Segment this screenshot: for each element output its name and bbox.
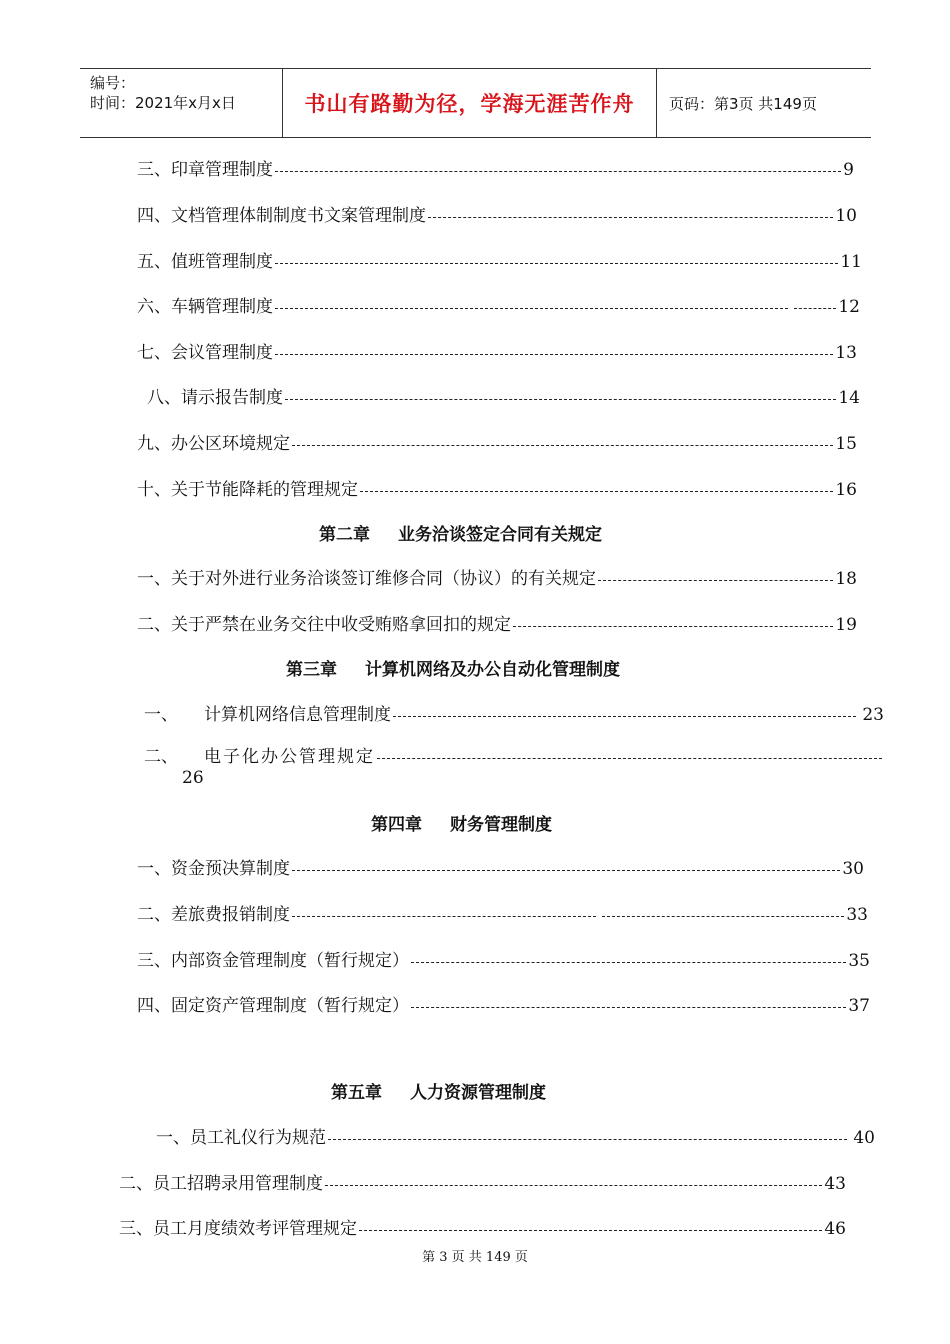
toc-entry-label: 八、请示报告制度 <box>147 388 283 408</box>
toc-entry-page: 12 <box>838 297 860 317</box>
toc-entry-page: 13 <box>835 343 857 363</box>
chapter-heading[interactable] <box>286 657 620 683</box>
toc-entry-page: 30 <box>842 859 864 879</box>
page-header <box>80 68 871 138</box>
toc-entry-index: 一、 <box>144 705 178 725</box>
toc-entry[interactable] <box>137 949 870 973</box>
chapter-number: 第三章 <box>286 660 337 680</box>
header-page-label: 页码：第3页 共149页 <box>669 94 817 113</box>
toc-entry[interactable] <box>137 250 862 274</box>
header-meta <box>80 69 283 137</box>
toc-entry[interactable] <box>156 1126 875 1150</box>
toc-entry-page: 18 <box>835 569 857 589</box>
chapter-title: 业务洽谈签定合同有关规定 <box>398 525 602 545</box>
chapter-number: 第二章 <box>319 525 370 545</box>
toc-entry[interactable] <box>119 1217 846 1241</box>
toc-entry[interactable] <box>137 567 857 591</box>
toc-entry-page: 37 <box>848 996 870 1016</box>
toc-entry-index: 二、 <box>144 747 178 767</box>
toc-entry[interactable] <box>137 994 870 1018</box>
toc-entry-label: 二、员工招聘录用管理制度 <box>119 1174 323 1194</box>
toc-entry[interactable] <box>137 478 857 502</box>
toc-entry-label: 四、固定资产管理制度（暂行规定） <box>137 996 409 1016</box>
toc-entry-page: 46 <box>824 1219 846 1239</box>
chapter-number: 第四章 <box>371 815 422 835</box>
toc-entry-page: 11 <box>840 252 862 272</box>
toc-entry[interactable] <box>144 745 884 769</box>
header-motto: 书山有路勤为径，学海无涯苦作舟 <box>283 69 657 137</box>
chapter-heading[interactable] <box>331 1080 546 1106</box>
toc-entry-label: 电子化办公管理规定 <box>204 747 375 767</box>
toc-entry[interactable] <box>137 341 857 365</box>
toc-entry-label: 二、关于严禁在业务交往中收受贿赂拿回扣的规定 <box>137 615 511 635</box>
toc-entry-label: 二、差旅费报销制度 <box>137 905 290 925</box>
toc-entry[interactable] <box>137 204 857 228</box>
toc-entry-page: 35 <box>848 951 870 971</box>
toc-entry[interactable] <box>119 1172 846 1196</box>
toc-entry-label: 六、车辆管理制度 <box>137 297 273 317</box>
header-date: 时间：2021年x月x日 <box>90 94 236 112</box>
toc-entry-page: 9 <box>843 160 854 180</box>
toc-entry-label: 一、员工礼仪行为规范 <box>156 1128 326 1148</box>
toc-entry-label: 三、印章管理制度 <box>137 160 273 180</box>
toc-entry-page: 23 <box>862 705 884 725</box>
toc-entry-label: 三、员工月度绩效考评管理规定 <box>119 1219 357 1239</box>
toc-entry-page: 16 <box>835 480 857 500</box>
toc-entry-label: 一、资金预决算制度 <box>137 859 290 879</box>
toc-entry-label: 计算机网络信息管理制度 <box>204 705 391 725</box>
toc-entry-label: 一、关于对外进行业务洽谈签订维修合同（协议）的有关规定 <box>137 569 596 589</box>
toc-entry-label: 七、会议管理制度 <box>137 343 273 363</box>
chapter-heading[interactable] <box>371 812 552 838</box>
toc-entry[interactable] <box>137 857 864 881</box>
toc-entry[interactable] <box>137 613 857 637</box>
toc-entry-label: 十、关于节能降耗的管理规定 <box>137 480 358 500</box>
toc-entry-page: 14 <box>838 388 860 408</box>
toc-entry-label: 四、文档管理体制制度书文案管理制度 <box>137 206 426 226</box>
chapter-number: 第五章 <box>331 1083 382 1103</box>
chapter-title: 计算机网络及办公自动化管理制度 <box>365 660 620 680</box>
toc-entry-page: 19 <box>835 615 857 635</box>
toc-entry-page: 15 <box>835 434 857 454</box>
chapter-title: 财务管理制度 <box>450 815 552 835</box>
chapter-title: 人力资源管理制度 <box>410 1083 546 1103</box>
toc-entry-page: 26 <box>182 768 204 788</box>
toc-entry-label: 三、内部资金管理制度（暂行规定） <box>137 951 409 971</box>
toc-entry-page: 33 <box>846 905 868 925</box>
chapter-heading[interactable] <box>319 522 602 548</box>
toc-entry-page: 43 <box>824 1174 846 1194</box>
toc-entry[interactable] <box>147 386 860 410</box>
toc-entry[interactable] <box>144 703 884 727</box>
toc-entry-label: 五、值班管理制度 <box>137 252 273 272</box>
toc-entry-page: 10 <box>835 206 857 226</box>
toc-entry[interactable] <box>137 158 854 182</box>
header-number: 编号： <box>90 74 136 92</box>
toc-entry-page: 40 <box>853 1128 875 1148</box>
toc-entry-label: 九、办公区环境规定 <box>137 434 290 454</box>
toc-entry[interactable] <box>137 295 860 319</box>
toc-entry[interactable] <box>137 903 868 927</box>
page-footer: 第 3 页 共 149 页 <box>422 1250 528 1265</box>
toc-entry[interactable] <box>137 432 857 456</box>
